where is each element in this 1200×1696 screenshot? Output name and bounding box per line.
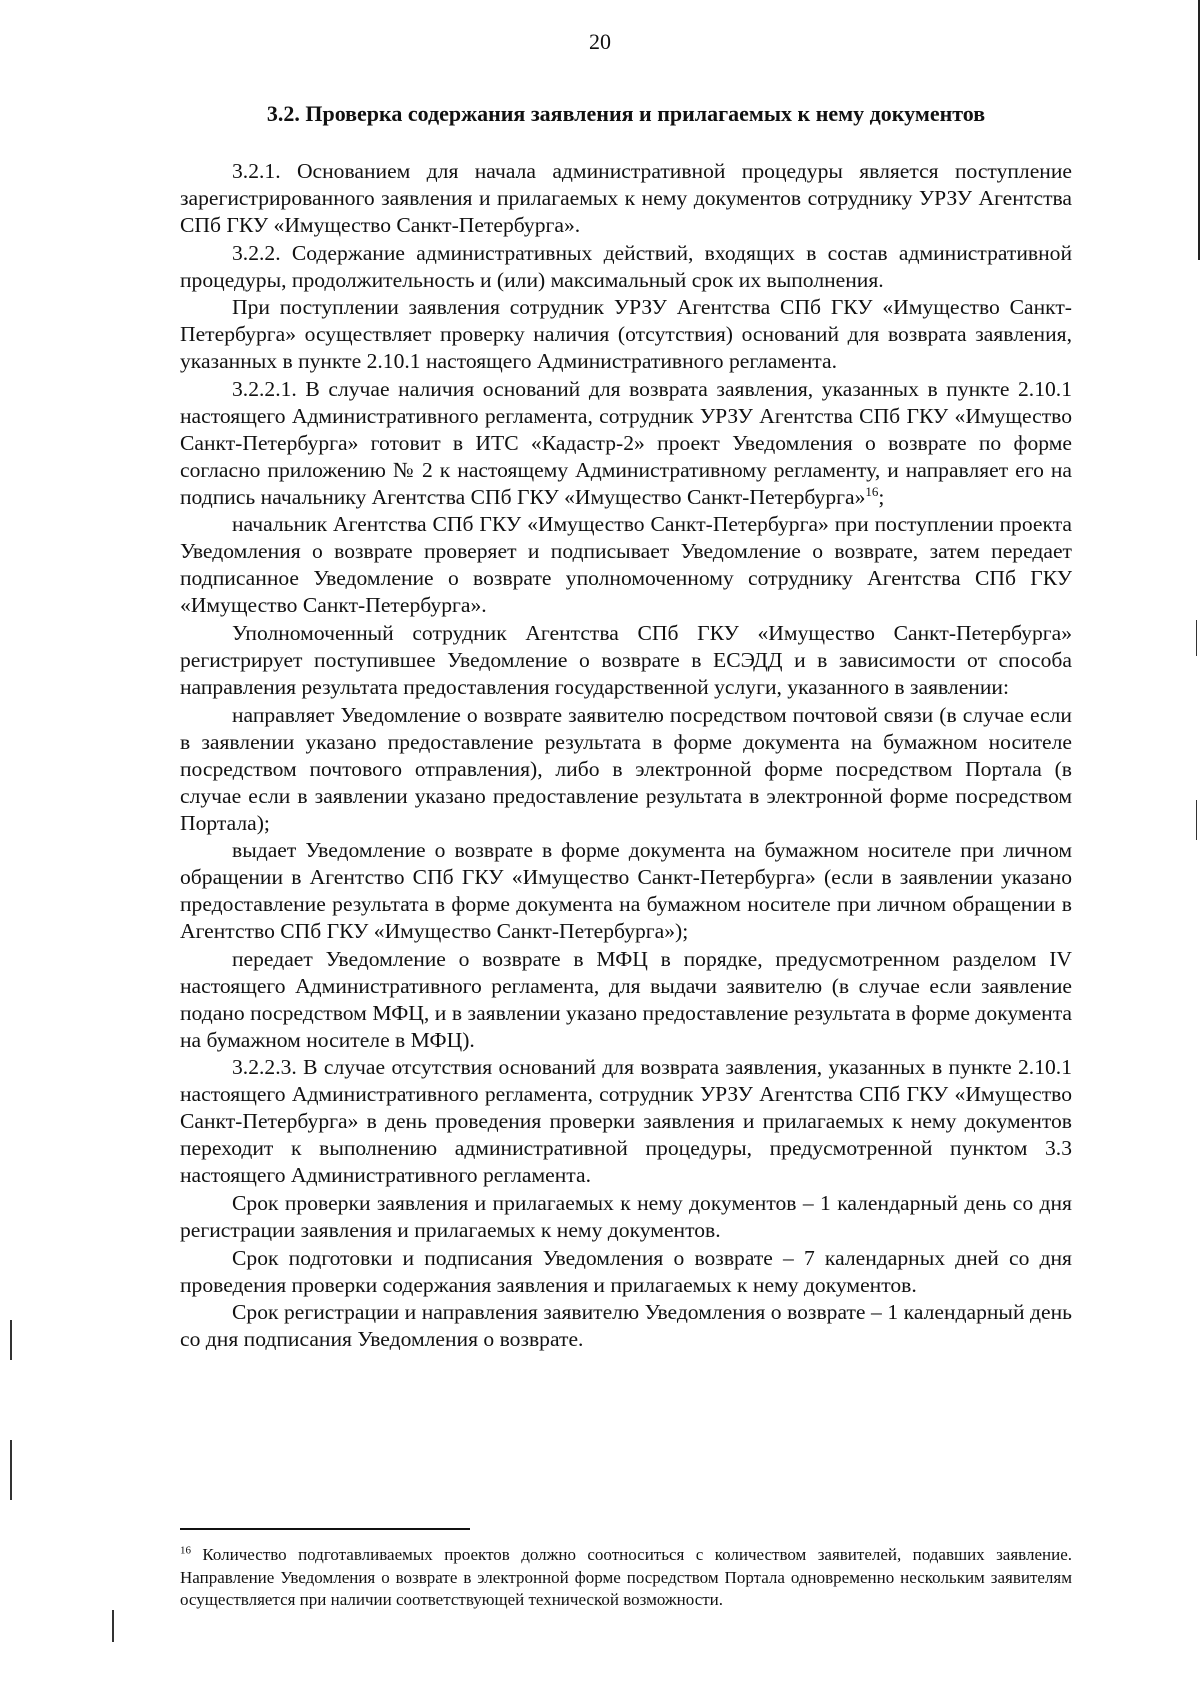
- paragraph-prepare-term: Срок подготовки и подписания Уведомления о возврате – 7 календарных дней со дня проведения проверки содержания заявления и прилагаемых к нему документов.: [180, 1245, 1072, 1297]
- paragraph-sends-by-mail: направляет Уведомление о возврате заявителю посредством почтовой связи (в случае если в заявлении указано предоставление результата в форме документа на бумажном носителе посредством почтового отправления), либо в электронной форме посредством Портала (в случае если в заявлении указано предоставление результата в электронной форме посредством Портала);: [180, 702, 1072, 835]
- page-number: 20: [589, 29, 611, 54]
- paragraph-3-2-2-1-text: 3.2.2.1. В случае наличия оснований для возврата заявления, указанных в пункте 2.10.1 настоящего Административного регламента, сотрудник УРЗУ Агентства СПб ГКУ «Имущество Санкт-Петербурга» готовит в ИТС «Кадастр-2» проект Уведомления о возврате по форме согласно приложению № 2 к настоящему Административному регламенту, и направляет его на подпись начальнику Агентства СПб ГКУ «Имущество Санкт-Петербурга»: [180, 376, 1072, 509]
- paragraph-3-2-2-1-tail: ;: [878, 484, 885, 509]
- paragraph-3-2-2: 3.2.2. Содержание административных действий, входящих в состав административной процедуры, продолжительность и (или) максимальный срок их выполнения.: [180, 240, 1072, 292]
- footnote-text: Количество подготавливаемых проектов должно соотноситься с количеством заявителей, подавших заявление. Направление Уведомления о возврате в электронной форме посредством Портала одновременно нескольким заявителям осуществляется при наличии соответствующей технической возможности.: [180, 1545, 1072, 1609]
- scan-margin-mark: [1196, 620, 1197, 656]
- paragraph-3-2-2-3: 3.2.2.3. В случае отсутствия оснований для возврата заявления, указанных в пункте 2.10.1 настоящего Административного регламента, сотрудник УРЗУ Агентства СПб ГКУ «Имущество Санкт-Петербурга» в день проведения проверки заявления и прилагаемых к нему документов переходит к выполнению административной процедуры, предусмотренной пунктом 3.3 настоящего Административного регламента.: [180, 1055, 1072, 1188]
- footnote-separator: [180, 1528, 470, 1530]
- scan-margin-mark: [10, 1440, 12, 1500]
- paragraph-3-2-1: 3.2.1. Основанием для начала административной процедуры является поступление зарегистрированного заявления и прилагаемых к нему документов сотруднику УРЗУ Агентства СПб ГКУ «Имущество Санкт-Петербурга».: [180, 159, 1072, 237]
- scan-margin-mark: [1196, 800, 1197, 840]
- section-heading: 3.2. Проверка содержания заявления и прилагаемых к нему документов: [266, 101, 986, 126]
- paragraph-head-signs: начальник Агентства СПб ГКУ «Имущество Санкт-Петербурга» при поступлении проекта Уведомления о возврате проверяет и подписывает Уведомление о возврате, затем передает подписанное Уведомление о возврате уполномоченному сотруднику Агентства СПб ГКУ «Имущество Санкт-Петербурга».: [180, 512, 1072, 618]
- footnote: [180, 1544, 1072, 1612]
- scan-margin-mark: [112, 1610, 114, 1642]
- paragraph-receipt-check: При поступлении заявления сотрудник УРЗУ Агентства СПб ГКУ «Имущество Санкт-Петербурга» осуществляет проверку наличия (отсутствия) оснований для возврата заявления, указанных в пункте 2.10.1 настоящего Административного регламента.: [180, 295, 1072, 374]
- paragraph-3-2-2-1: [180, 376, 1072, 511]
- paragraph-transfers-to-mfc: передает Уведомление о возврате в МФЦ в порядке, предусмотренном разделом IV настоящего Административного регламента, для выдачи заявителю (в случае если заявление подано посредством МФЦ, и в заявлении указано предоставление результата в форме документа на бумажном носителе в МФЦ).: [180, 946, 1072, 1052]
- body-text: [180, 158, 1072, 1353]
- paragraph-check-term: Срок проверки заявления и прилагаемых к нему документов – 1 календарный день со дня регистрации заявления и прилагаемых к нему документов.: [180, 1190, 1072, 1242]
- footnote-mark: 16: [180, 1544, 191, 1557]
- paragraph-registers: Уполномоченный сотрудник Агентства СПб ГКУ «Имущество Санкт-Петербурга» регистрирует поступившее Уведомление о возврате в ЕСЭДД и в зависимости от способа направления результата предоставления государственной услуги, указанного в заявлении:: [180, 620, 1072, 699]
- footnote-ref-16[interactable]: 16: [865, 483, 879, 499]
- paragraph-issues-in-person: выдает Уведомление о возврате в форме документа на бумажном носителе при личном обращении в Агентство СПб ГКУ «Имущество Санкт-Петербурга» (если в заявлении указано предоставление результата в форме документа на бумажном носителе при личном обращении в Агентство СПб ГКУ «Имущество Санкт-Петербурга»);: [180, 838, 1072, 944]
- scan-margin-mark: [10, 1320, 12, 1360]
- paragraph-register-term: Срок регистрации и направления заявителю Уведомления о возврате – 1 календарный день со дня подписания Уведомления о возврате.: [180, 1300, 1072, 1352]
